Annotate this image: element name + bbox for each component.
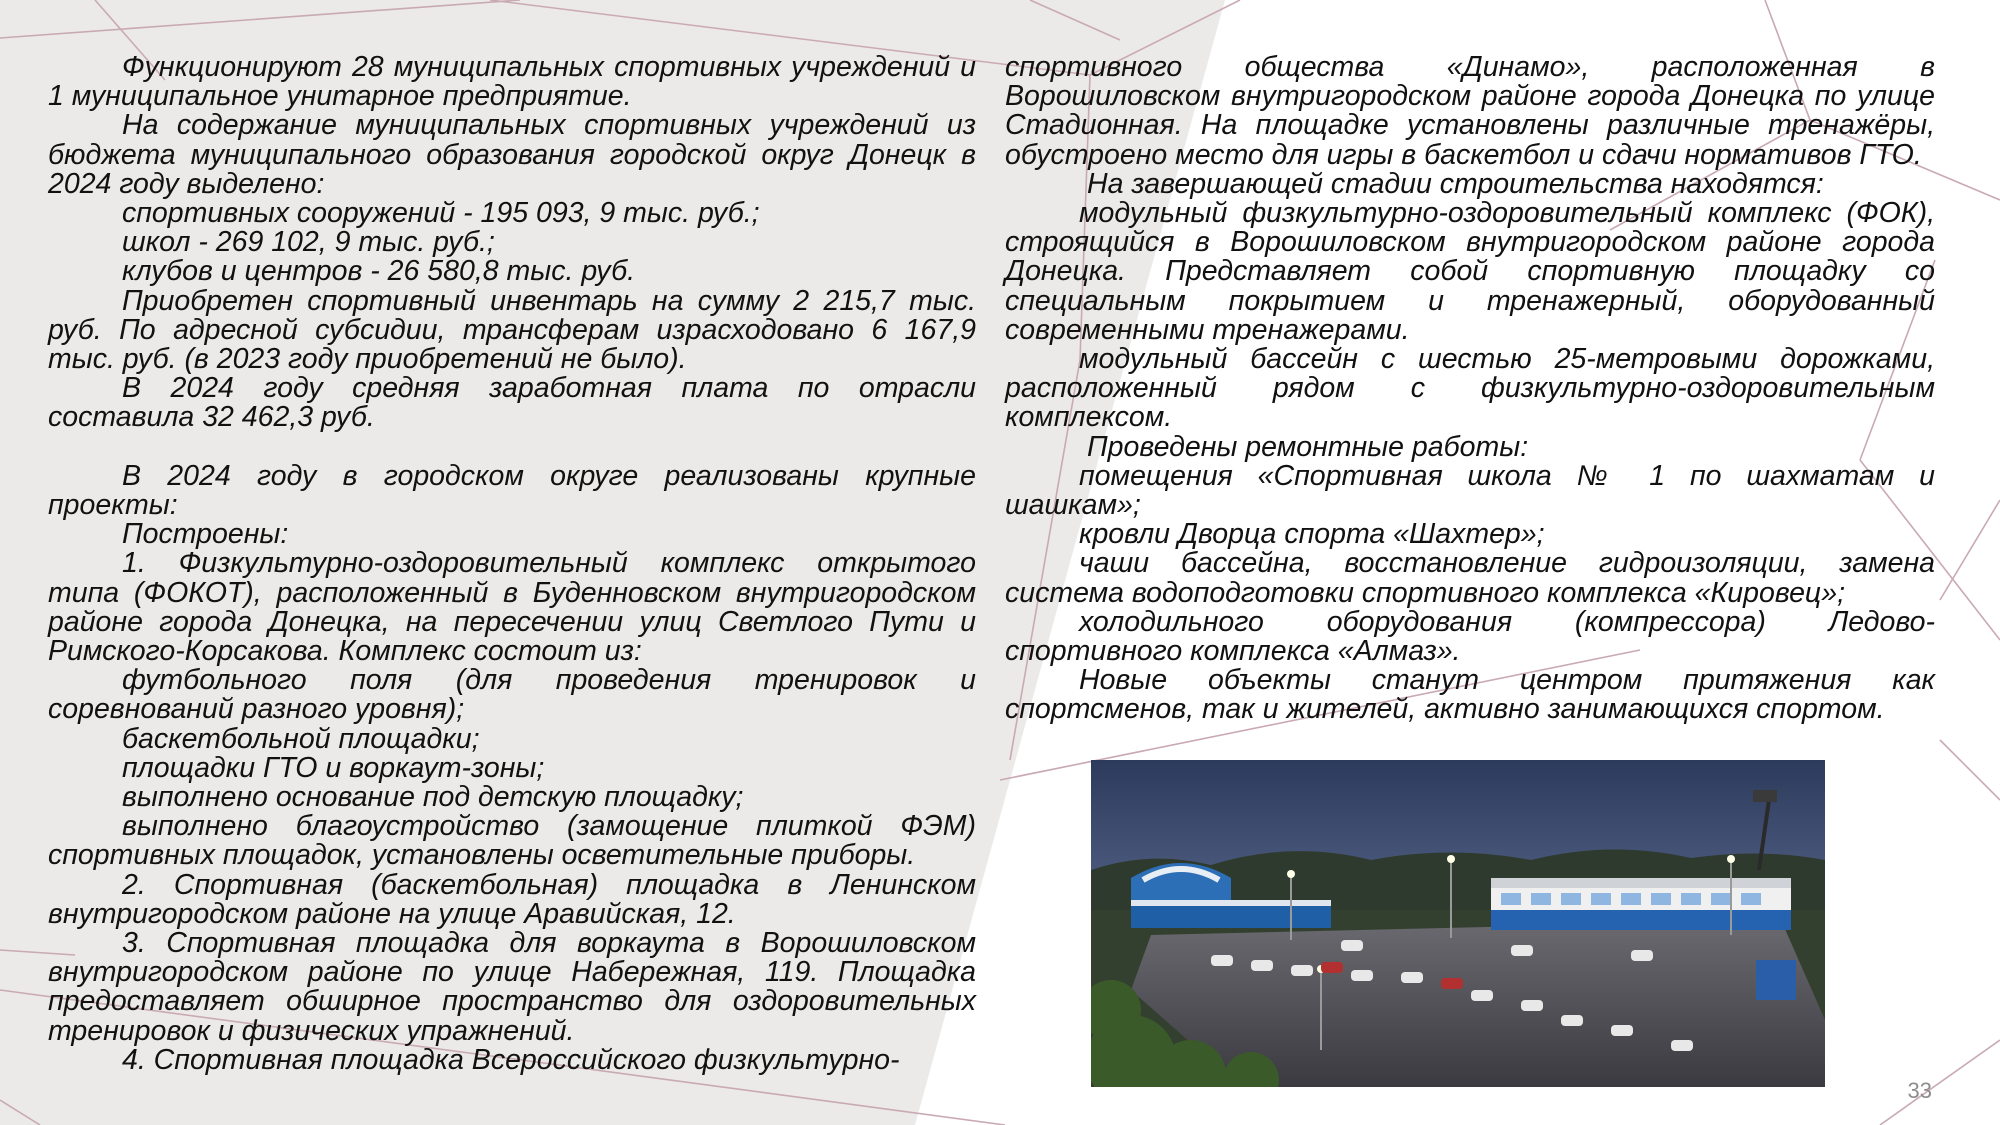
- paragraph: Функционируют 28 муниципальных спортивных учреждений и 1 муниципальное унитарное предприятие.: [48, 51, 976, 113]
- list-item: клубов и центров - 26 580,8 тыс. руб.: [122, 255, 636, 288]
- subheading: Построены:: [122, 518, 289, 551]
- list-item: кровли Дворца спорта «Шахтер»;: [1079, 518, 1545, 551]
- paragraph: 4. Спортивная площадка Всероссийского физкультурно-: [122, 1043, 900, 1076]
- subheading: На завершающей стадии строительства находятся:: [1087, 167, 1824, 200]
- paragraph: 2. Спортивная (баскетбольная) площадка в Ленинском внутригородском районе на улице Аравийская, 12.: [48, 868, 976, 930]
- list-item: помещения «Спортивная школа № 1 по шахматам и шашкам»;: [1005, 459, 1935, 522]
- list-item: баскетбольной площадки;: [122, 722, 480, 755]
- sports-complex-render-image: [1091, 760, 1825, 1087]
- paragraph: В 2024 году в городском округе реализованы крупные проекты:: [48, 459, 976, 522]
- list-item: модульный физкультурно-оздоровительный комплекс (ФОК), строящийся в Ворошиловском внутригородском районе города Донецка. Представляет собой спортивную площадку со специальным покрытием и тренажерный, оборудованный современными тренажерами.: [1005, 197, 1935, 346]
- list-item: школ - 269 102, 9 тыс. руб.;: [122, 226, 495, 259]
- paragraph: 1. Физкультурно-оздоровительный комплекс открытого типа (ФОКОТ), расположенный в Буденновском внутригородском районе города Донецка, на пересечении улиц Светлого Пути и Римского-Корсакова. Комплекс состоит из:: [48, 547, 976, 668]
- subheading: Проведены ремонтные работы:: [1087, 430, 1529, 463]
- list-item: чаши бассейна, восстановление гидроизоляции, замена система водоподготовки спортивного комплекса «Кировец»;: [1005, 547, 1935, 609]
- right-text-column: [1005, 53, 1935, 725]
- paragraph: В 2024 году средняя заработная плата по отрасли составила 32 462,3 руб.: [48, 372, 976, 434]
- list-item: выполнено основание под детскую площадку;: [122, 781, 744, 814]
- list-item: площадки ГТО и воркаут-зоны;: [122, 751, 545, 784]
- list-item: модульный бассейн с шестью 25-метровыми дорожками, расположенный рядом с физкультурно-оздоровительным комплексом.: [1005, 343, 1935, 434]
- list-item: спортивных сооружений - 195 093, 9 тыс. руб.;: [122, 197, 760, 230]
- paragraph: спортивного общества «Динамо», расположенная в Ворошиловском внутригородском районе города Донецка по улице Стадионная. На площадке установлены различные тренажёры, обустроено место для игры в баскетбол и сдачи нормативов ГТО.: [1005, 51, 1935, 171]
- list-item: выполнено благоустройство (замощение плиткой ФЭМ) спортивных площадок, установлены осветительные приборы.: [48, 810, 976, 872]
- list-item: холодильного оборудования (компрессора) Ледово-спортивного комплекса «Алмаз».: [1005, 605, 1935, 668]
- paragraph: Новые объекты станут центром притяжения как спортсменов, так и жителей, активно занимающихся спортом.: [1005, 664, 1935, 726]
- paragraph: На содержание муниципальных спортивных учреждений из бюджета муниципального образования городской округ Донецк в 2024 году выделено:: [48, 109, 976, 200]
- list-item: футбольного поля (для проведения тренировок и соревнований разного уровня);: [48, 664, 976, 726]
- page-number: 33: [1907, 1078, 1932, 1103]
- paragraph: Приобретен спортивный инвентарь на сумму 2 215,7 тыс. руб. По адресной субсидии, трансферам израсходовано 6 167,9 тыс. руб. (в 2023 году приобретений не было).: [48, 284, 976, 376]
- left-text-column: [48, 53, 976, 1075]
- paragraph: 3. Спортивная площадка для воркаута в Ворошиловском внутригородском районе по улице Набережная, 119. Площадка предоставляет обширное пространство для оздоровительных тренировок и физических упражнений.: [48, 927, 976, 1047]
